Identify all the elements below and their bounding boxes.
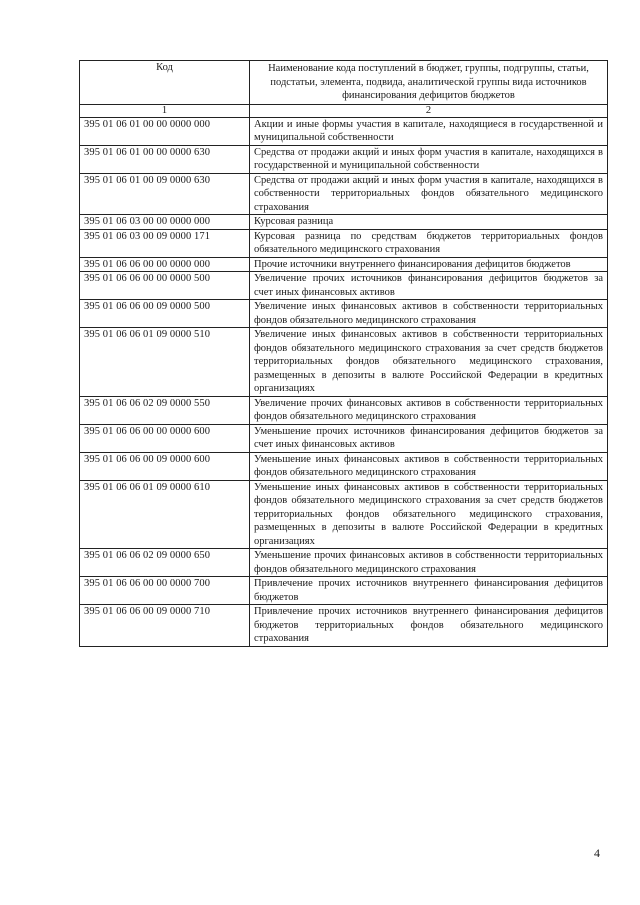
page-number: 4 — [594, 846, 600, 860]
row-code: 395 01 06 03 00 00 0000 000 — [80, 215, 250, 230]
table-row — [80, 549, 608, 577]
row-code: 395 01 06 03 00 09 0000 171 — [80, 229, 250, 257]
row-code: 395 01 06 01 00 00 0000 000 — [80, 117, 250, 145]
row-name: Акции и иные формы участия в капитале, находящиеся в государственной и муниципальной собственности — [250, 117, 608, 145]
table-row — [80, 605, 608, 647]
row-name: Курсовая разница — [250, 215, 608, 230]
row-code: 395 01 06 06 00 00 0000 000 — [80, 257, 250, 272]
row-name: Увеличение прочих финансовых активов в собственности территориальных фондов обязательного медицинского страхования — [250, 396, 608, 424]
row-code: 395 01 06 06 00 00 0000 600 — [80, 424, 250, 452]
table-row — [80, 480, 608, 549]
row-code: 395 01 06 01 00 09 0000 630 — [80, 173, 250, 215]
row-name: Уменьшение иных финансовых активов в собственности территориальных фондов обязательного медицинского страхования — [250, 452, 608, 480]
row-name: Увеличение иных финансовых активов в собственности территориальных фондов обязательного медицинского страхования за счет средств бюджетов территориальных фондов обязательного медицинского страхования, размещенных в депозиты в валюте Российской Федерации в кредитных организациях — [250, 328, 608, 397]
row-name: Увеличение прочих источников финансирования дефицитов бюджетов за счет иных финансовых активов — [250, 272, 608, 300]
row-code: 395 01 06 06 01 09 0000 610 — [80, 480, 250, 549]
table-body — [80, 117, 608, 646]
row-code: 395 01 06 06 02 09 0000 550 — [80, 396, 250, 424]
row-name: Средства от продажи акций и иных форм участия в капитале, находящихся в государственной и муниципальной собственности — [250, 145, 608, 173]
row-name: Уменьшение прочих источников финансирования дефицитов бюджетов за счет иных финансовых активов — [250, 424, 608, 452]
table-header-row — [80, 61, 608, 105]
row-name: Уменьшение иных финансовых активов в собственности территориальных фондов обязательного медицинского страхования за счет средств бюджетов территориальных фондов обязательного медицинского страхования, размещенных в депозиты в валюте Российской Федерации в кредитных организациях — [250, 480, 608, 549]
row-code: 395 01 06 06 00 09 0000 710 — [80, 605, 250, 647]
table-row — [80, 396, 608, 424]
row-code: 395 01 06 06 00 00 0000 500 — [80, 272, 250, 300]
budget-codes-table — [79, 60, 608, 647]
table-row — [80, 117, 608, 145]
row-code: 395 01 06 06 00 00 0000 700 — [80, 577, 250, 605]
row-code: 395 01 06 06 02 09 0000 650 — [80, 549, 250, 577]
row-name: Привлечение прочих источников внутреннего финансирования дефицитов бюджетов — [250, 577, 608, 605]
row-name: Привлечение прочих источников внутреннего финансирования дефицитов бюджетов территориальных фондов обязательного медицинского страхования — [250, 605, 608, 647]
row-code: 395 01 06 06 00 09 0000 500 — [80, 300, 250, 328]
table-row — [80, 145, 608, 173]
header-code: Код — [80, 61, 250, 105]
row-name: Уменьшение прочих финансовых активов в собственности территориальных фондов обязательного медицинского страхования — [250, 549, 608, 577]
table-row — [80, 577, 608, 605]
table-row — [80, 229, 608, 257]
table-row — [80, 424, 608, 452]
column-number-1: 1 — [80, 104, 250, 117]
table-row — [80, 452, 608, 480]
table-row — [80, 257, 608, 272]
column-number-row — [80, 104, 608, 117]
row-name: Средства от продажи акций и иных форм участия в капитале, находящихся в собственности территориальных фондов обязательного медицинского страхования — [250, 173, 608, 215]
table-row — [80, 328, 608, 397]
row-name: Прочие источники внутреннего финансирования дефицитов бюджетов — [250, 257, 608, 272]
column-number-2: 2 — [250, 104, 608, 117]
row-code: 395 01 06 06 00 09 0000 600 — [80, 452, 250, 480]
table-row — [80, 300, 608, 328]
row-code: 395 01 06 06 01 09 0000 510 — [80, 328, 250, 397]
row-name: Курсовая разница по средствам бюджетов территориальных фондов обязательного медицинского страхования — [250, 229, 608, 257]
table-row — [80, 215, 608, 230]
table-row — [80, 272, 608, 300]
header-name: Наименование кода поступлений в бюджет, группы, подгруппы, статьи, подстатьи, элемента, подвида, аналитической группы вида источников финансирования дефицитов бюджетов — [250, 61, 608, 105]
row-name: Увеличение иных финансовых активов в собственности территориальных фондов обязательного медицинского страхования — [250, 300, 608, 328]
table-row — [80, 173, 608, 215]
row-code: 395 01 06 01 00 00 0000 630 — [80, 145, 250, 173]
